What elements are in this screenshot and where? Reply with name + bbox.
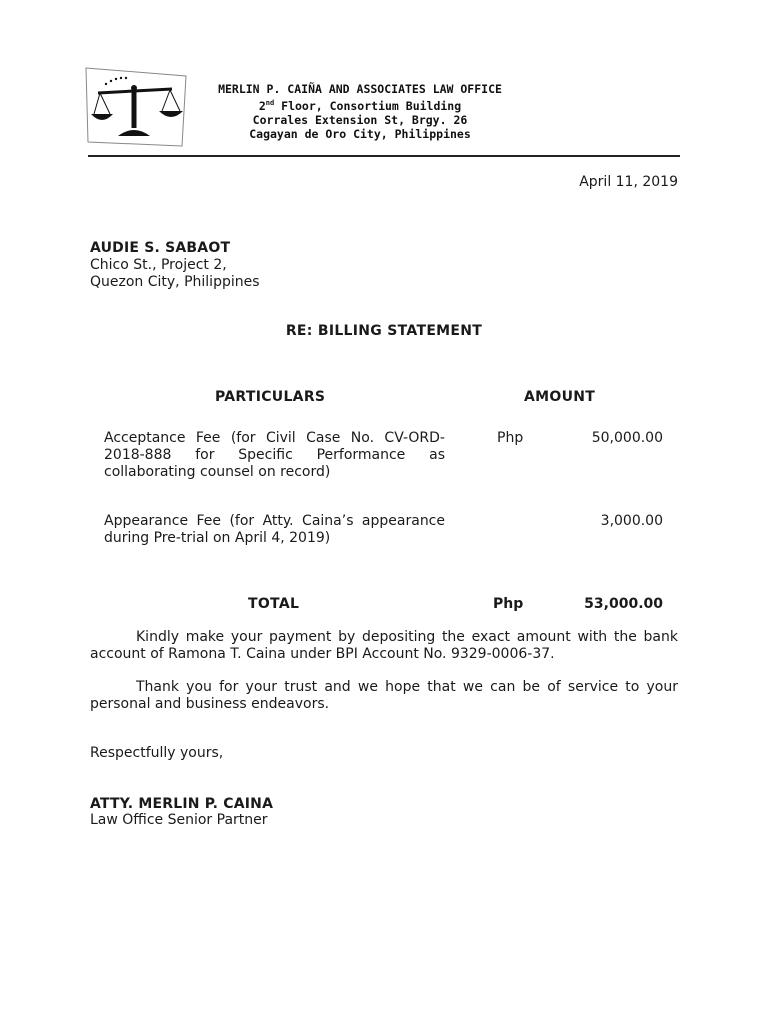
signer-name: ATTY. MERLIN P. CAINA — [90, 796, 274, 812]
recipient-block — [90, 240, 260, 291]
letter-date: April 11, 2019 — [579, 174, 678, 190]
header-divider — [88, 155, 680, 157]
total-label: TOTAL — [248, 596, 300, 612]
thank-you-paragraph: Thank you for your trust and we hope that we can be of service to your personal and business endeavors. — [90, 679, 678, 712]
line-item-currency: Php — [497, 430, 524, 446]
signer-title: Law Office Senior Partner — [90, 812, 268, 828]
recipient-name: AUDIE S. SABAOT — [90, 240, 231, 256]
total-currency: Php — [493, 596, 524, 612]
line-item-description: Acceptance Fee (for Civil Case No. CV-ORD-2018-888 for Specific Performance as collaborating counsel on record) — [104, 430, 445, 480]
subject-line: RE: BILLING STATEMENT — [285, 323, 483, 339]
firm-name: MERLIN P. CAIÑA AND ASSOCIATES LAW OFFICE — [218, 82, 502, 96]
line-item-description: Appearance Fee (for Atty. Caina’s appearance during Pre-trial on April 4, 2019) — [104, 513, 445, 546]
recipient-address-line2: Quezon City, Philippines — [90, 274, 260, 290]
line-item-amount: 3,000.00 — [600, 513, 663, 529]
address-city: Cagayan de Oro City, Philippines — [249, 126, 471, 141]
payment-instructions-paragraph: Kindly make your payment by depositing the exact amount with the bank account of Ramona T. Caina under BPI Account No. 9329-0006-37. — [90, 629, 678, 662]
total-amount: 53,000.00 — [584, 596, 663, 612]
line-item-amount: 50,000.00 — [591, 430, 663, 446]
address-floor: 2nd Floor, Consortium Building — [258, 98, 462, 113]
recipient-address-line1: Chico St., Project 2, — [90, 257, 227, 273]
letterhead — [150, 82, 570, 141]
particulars-header: PARTICULARS — [215, 389, 326, 405]
amount-header: AMOUNT — [524, 389, 596, 405]
closing-salutation: Respectfully yours, — [90, 745, 224, 761]
address-street: Corrales Extension St, Brgy. 26 — [252, 112, 468, 127]
